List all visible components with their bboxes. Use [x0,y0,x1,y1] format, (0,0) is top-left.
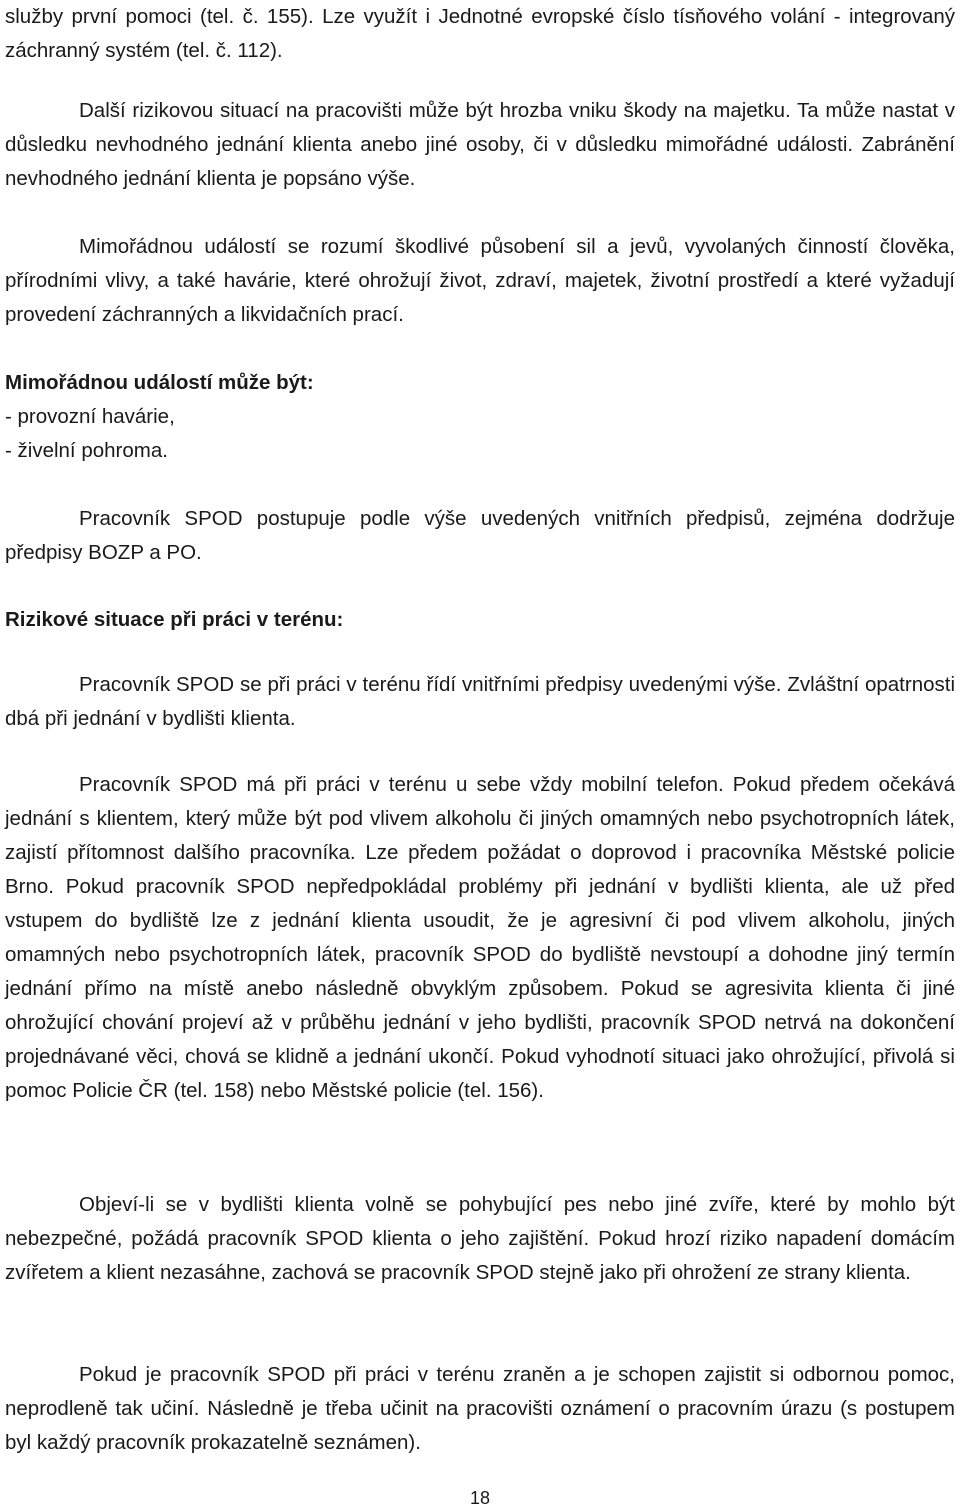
emergency-section [5,366,955,468]
paragraph-text: Objeví-li se v bydlišti klienta volně se pohybující pes nebo jiné zvíře, které by mohlo být nebezpečné, požádá pracovník SPOD klienta o jeho zajištění. Pokud hrozí riziko napadení domácím zvířetem a klient nezasáhne, zachová se pracovník SPOD stejně jako při ohrožení ze strany klienta. [5,1193,955,1284]
list-item: - provozní havárie, [5,405,175,428]
paragraph-field-2 [5,768,955,1108]
paragraph-text: Pracovník SPOD postupuje podle výše uvedených vnitřních předpisů, zejména dodržuje předpisy BOZP a PO. [5,507,955,564]
field-heading: Rizikové situace při práci v terénu: [5,608,344,631]
page-number: 18 [469,1488,491,1508]
paragraph-continuation [5,0,955,68]
paragraph-text: Pracovník SPOD se při práci v terénu řídí vnitřními předpisy uvedenými výše. Zvláštní opatrnosti dbá při jednání v bydlišti klienta. [5,673,955,730]
paragraph-emergency-definition [5,230,955,332]
paragraph-animal [5,1188,955,1290]
paragraph-field-1 [5,668,955,736]
paragraph-injury [5,1358,955,1460]
document-page [5,0,955,1509]
paragraph-text: Další rizikovou situací na pracovišti může být hrozba vniku škody na majetku. Ta může nastat v důsledku nevhodného jednání klienta anebo jiné osoby, či v důsledku mimořádné události. Zabránění nevhodného jednání klienta je popsáno výše. [5,99,955,190]
field-section-heading-block [5,603,955,637]
paragraph-text: Pracovník SPOD má při práci v terénu u sebe vždy mobilní telefon. Pokud předem očekává jednání s klientem, který může být pod vlivem alkoholu či jiných omamných nebo psychotropních látek, zajistí přítomnost dalšího pracovníka. Lze předem požádat o doprovod i pracovníka Městské policie Brno. Pokud pracovník SPOD nepředpokládal problémy při jednání v bydlišti klienta, ale už před vstupem do bydliště lze z jednání klienta usoudit, že je agresivní či pod vlivem alkoholu, jiných omamných nebo psychotropních látek, pracovník SPOD do bydliště nevstoupí a dohodne jiný termín jednání přímo na místě anebo následně obvyklým způsobem. Pokud se agresivita klienta či jiné ohrožující chování projeví až v průběhu jednání v jeho bydlišti, pracovník SPOD netrvá na dokončení projednávané věci, chová se klidně a jednání ukončí. Pokud vyhodnotí situaci jako ohrožující, přivolá si pomoc Policie ČR (tel. 158) nebo Městské policie (tel. 156). [5,773,955,1102]
list-item: - živelní pohroma. [5,439,168,462]
paragraph-text: služby první pomoci (tel. č. 155). Lze využít i Jednotné evropské číslo tísňového volání - integrovaný záchranný systém (tel. č. 112). [5,5,955,62]
emergency-heading: Mimořádnou událostí může být: [5,371,314,394]
paragraph-regulations [5,502,955,570]
paragraph-text: Mimořádnou událostí se rozumí škodlivé působení sil a jevů, vyvolaných činností člověka, přírodními vlivy, a také havárie, které ohrožují život, zdraví, majetek, životní prostředí a které vyžadují provedení záchranných a likvidačních prací. [5,235,955,326]
paragraph-text: Pokud je pracovník SPOD při práci v terénu zraněn a je schopen zajistit si odbornou pomoc, neprodleně tak učiní. Následně je třeba učinit na pracovišti oznámení o pracovním úrazu (s postupem byl každý pracovník prokazatelně seznámen). [5,1363,955,1454]
paragraph-property-risk [5,94,955,196]
